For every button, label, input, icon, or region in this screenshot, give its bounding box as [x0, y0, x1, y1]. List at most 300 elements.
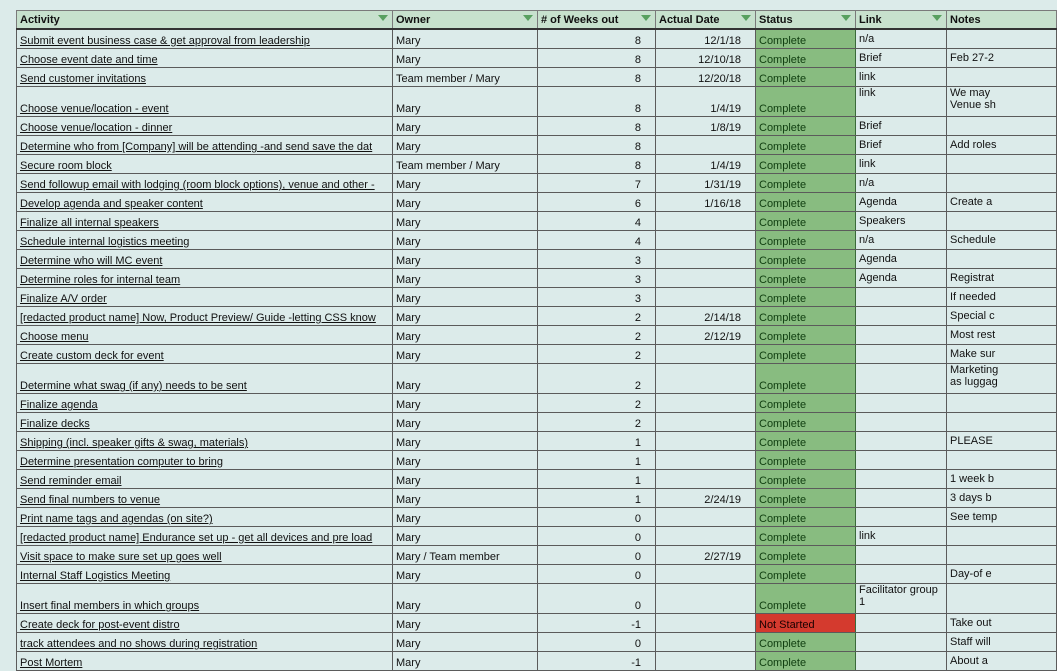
cell-weeks-out[interactable]	[538, 68, 656, 87]
cell-notes[interactable]	[947, 508, 1057, 527]
cell-link[interactable]	[856, 193, 947, 212]
cell-activity[interactable]	[17, 527, 393, 546]
cell-weeks-out[interactable]	[538, 652, 656, 671]
cell-status[interactable]	[756, 652, 856, 671]
cell-owner[interactable]	[393, 212, 538, 231]
table-row	[17, 87, 1057, 117]
cell-weeks-out[interactable]	[538, 231, 656, 250]
cell-weeks-out-text: 1	[634, 475, 641, 487]
cell-status[interactable]	[756, 307, 856, 326]
cell-link[interactable]	[856, 489, 947, 508]
cell-link[interactable]	[856, 307, 947, 326]
cell-activity[interactable]	[17, 193, 393, 212]
cell-status[interactable]	[756, 288, 856, 307]
cell-weeks-out[interactable]	[538, 413, 656, 432]
cell-actual-date[interactable]	[656, 231, 756, 250]
header-weeks-out[interactable]	[538, 11, 656, 30]
cell-owner[interactable]	[393, 527, 538, 546]
cell-status-text: Complete	[759, 418, 807, 430]
cell-notes[interactable]	[947, 250, 1057, 269]
table-row	[17, 250, 1057, 269]
cell-weeks-out[interactable]	[538, 364, 656, 394]
spreadsheet-grid[interactable]	[16, 10, 1000, 669]
cell-notes[interactable]	[947, 212, 1057, 231]
cell-actual-date[interactable]	[656, 633, 756, 652]
cell-activity-text: Send customer invitations	[20, 73, 146, 85]
cell-status[interactable]	[756, 231, 856, 250]
cell-link[interactable]	[856, 652, 947, 671]
cell-activity-text: Create deck for post-event distro	[20, 619, 180, 631]
filter-arrow-icon[interactable]	[932, 15, 942, 21]
cell-status[interactable]	[756, 136, 856, 155]
cell-notes[interactable]	[947, 432, 1057, 451]
task-table	[16, 10, 1057, 671]
cell-owner[interactable]	[393, 584, 538, 614]
cell-owner-text: Mary	[396, 274, 421, 286]
header-link[interactable]	[856, 11, 947, 30]
cell-activity-text: Send followup email with lodging (room block options), venue and other -	[20, 179, 375, 191]
cell-link[interactable]	[856, 394, 947, 413]
cell-status[interactable]	[756, 364, 856, 394]
cell-weeks-out[interactable]	[538, 155, 656, 174]
cell-link[interactable]	[856, 288, 947, 307]
cell-notes[interactable]	[947, 413, 1057, 432]
cell-status[interactable]	[756, 174, 856, 193]
cell-owner[interactable]	[393, 326, 538, 345]
cell-status[interactable]	[756, 413, 856, 432]
cell-owner-text: Mary	[396, 198, 421, 210]
cell-activity[interactable]	[17, 565, 393, 584]
cell-actual-date[interactable]	[656, 174, 756, 193]
cell-notes[interactable]	[947, 451, 1057, 470]
cell-actual-date-text: 1/31/19	[704, 179, 741, 191]
cell-actual-date[interactable]	[656, 87, 756, 117]
cell-owner[interactable]	[393, 250, 538, 269]
cell-owner[interactable]	[393, 117, 538, 136]
cell-owner-text: Mary	[396, 255, 421, 267]
cell-owner[interactable]	[393, 470, 538, 489]
cell-actual-date[interactable]	[656, 155, 756, 174]
header-label: Link	[859, 13, 882, 26]
cell-weeks-out[interactable]	[538, 584, 656, 614]
cell-actual-date[interactable]	[656, 117, 756, 136]
cell-actual-date[interactable]	[656, 364, 756, 394]
cell-link[interactable]	[856, 451, 947, 470]
cell-status[interactable]	[756, 87, 856, 117]
cell-notes-text: Schedule	[950, 233, 996, 246]
cell-owner[interactable]	[393, 652, 538, 671]
cell-owner[interactable]	[393, 231, 538, 250]
cell-status-text: Not Started	[759, 619, 815, 631]
cell-weeks-out[interactable]	[538, 345, 656, 364]
cell-weeks-out[interactable]	[538, 614, 656, 633]
cell-status-text: Complete	[759, 274, 807, 286]
cell-status[interactable]	[756, 68, 856, 87]
cell-status[interactable]	[756, 432, 856, 451]
cell-owner[interactable]	[393, 29, 538, 49]
filter-arrow-icon[interactable]	[841, 15, 851, 21]
cell-weeks-out[interactable]	[538, 470, 656, 489]
cell-activity[interactable]	[17, 508, 393, 527]
cell-status[interactable]	[756, 394, 856, 413]
cell-notes[interactable]	[947, 652, 1057, 671]
cell-notes-text: Most rest	[950, 328, 996, 341]
cell-link[interactable]	[856, 527, 947, 546]
cell-actual-date[interactable]	[656, 584, 756, 614]
cell-activity[interactable]	[17, 413, 393, 432]
cell-actual-date[interactable]	[656, 288, 756, 307]
cell-weeks-out[interactable]	[538, 326, 656, 345]
cell-notes[interactable]	[947, 364, 1057, 394]
cell-notes[interactable]	[947, 155, 1057, 174]
cell-notes[interactable]	[947, 307, 1057, 326]
filter-arrow-icon[interactable]	[523, 15, 533, 21]
cell-owner[interactable]	[393, 394, 538, 413]
cell-activity[interactable]	[17, 231, 393, 250]
cell-notes[interactable]	[947, 470, 1057, 489]
cell-status-text: Complete	[759, 35, 807, 47]
cell-weeks-out[interactable]	[538, 546, 656, 565]
cell-owner[interactable]	[393, 174, 538, 193]
cell-actual-date[interactable]	[656, 565, 756, 584]
header-actual-date[interactable]	[656, 11, 756, 30]
table-row	[17, 489, 1057, 508]
cell-link[interactable]	[856, 212, 947, 231]
table-row	[17, 614, 1057, 633]
cell-owner[interactable]	[393, 155, 538, 174]
cell-activity[interactable]	[17, 584, 393, 614]
cell-owner[interactable]	[393, 68, 538, 87]
cell-owner-text: Mary	[396, 638, 421, 650]
cell-notes[interactable]	[947, 117, 1057, 136]
cell-weeks-out[interactable]	[538, 136, 656, 155]
cell-activity[interactable]	[17, 174, 393, 193]
cell-notes-text: We may Venue sh	[950, 87, 996, 111]
cell-weeks-out[interactable]	[538, 250, 656, 269]
cell-notes-text: If needed	[950, 290, 996, 303]
cell-activity[interactable]	[17, 307, 393, 326]
cell-activity[interactable]	[17, 212, 393, 231]
cell-weeks-out[interactable]	[538, 633, 656, 652]
cell-activity[interactable]	[17, 432, 393, 451]
cell-actual-date[interactable]	[656, 250, 756, 269]
cell-activity-text: Finalize all internal speakers	[20, 217, 159, 229]
cell-weeks-out-text: 8	[634, 141, 641, 153]
cell-actual-date[interactable]	[656, 451, 756, 470]
cell-link[interactable]	[856, 117, 947, 136]
cell-status[interactable]	[756, 345, 856, 364]
cell-owner[interactable]	[393, 49, 538, 68]
cell-link[interactable]	[856, 174, 947, 193]
cell-link[interactable]	[856, 136, 947, 155]
cell-status[interactable]	[756, 193, 856, 212]
cell-weeks-out[interactable]	[538, 508, 656, 527]
cell-activity[interactable]	[17, 155, 393, 174]
cell-weeks-out[interactable]	[538, 117, 656, 136]
cell-status[interactable]	[756, 470, 856, 489]
cell-status[interactable]	[756, 117, 856, 136]
cell-notes[interactable]	[947, 565, 1057, 584]
cell-activity[interactable]	[17, 614, 393, 633]
cell-link[interactable]	[856, 470, 947, 489]
cell-weeks-out[interactable]	[538, 432, 656, 451]
cell-actual-date[interactable]	[656, 326, 756, 345]
cell-activity[interactable]	[17, 394, 393, 413]
header-activity[interactable]	[17, 11, 393, 30]
cell-link[interactable]	[856, 345, 947, 364]
header-notes[interactable]	[947, 11, 1057, 30]
cell-status[interactable]	[756, 565, 856, 584]
cell-link[interactable]	[856, 508, 947, 527]
cell-owner[interactable]	[393, 413, 538, 432]
cell-weeks-out[interactable]	[538, 29, 656, 49]
table-row	[17, 117, 1057, 136]
cell-weeks-out[interactable]	[538, 565, 656, 584]
cell-status[interactable]	[756, 527, 856, 546]
cell-notes[interactable]	[947, 614, 1057, 633]
cell-status[interactable]	[756, 326, 856, 345]
header-label: Status	[759, 13, 793, 26]
cell-activity[interactable]	[17, 451, 393, 470]
cell-link[interactable]	[856, 432, 947, 451]
header-label: Owner	[396, 13, 431, 26]
cell-link[interactable]	[856, 231, 947, 250]
cell-owner[interactable]	[393, 307, 538, 326]
cell-status[interactable]	[756, 489, 856, 508]
cell-activity[interactable]	[17, 633, 393, 652]
cell-actual-date[interactable]	[656, 508, 756, 527]
cell-actual-date[interactable]	[656, 345, 756, 364]
cell-link[interactable]	[856, 565, 947, 584]
cell-link[interactable]	[856, 584, 947, 614]
cell-status[interactable]	[756, 614, 856, 633]
cell-actual-date[interactable]	[656, 432, 756, 451]
cell-link[interactable]	[856, 87, 947, 117]
cell-activity[interactable]	[17, 49, 393, 68]
table-row	[17, 269, 1057, 288]
cell-link[interactable]	[856, 633, 947, 652]
cell-link[interactable]	[856, 269, 947, 288]
cell-actual-date[interactable]	[656, 136, 756, 155]
cell-weeks-out[interactable]	[538, 49, 656, 68]
cell-activity[interactable]	[17, 136, 393, 155]
cell-status-text: Complete	[759, 255, 807, 267]
cell-link[interactable]	[856, 413, 947, 432]
cell-owner-text: Mary	[396, 350, 421, 362]
cell-weeks-out[interactable]	[538, 288, 656, 307]
cell-notes[interactable]	[947, 87, 1057, 117]
cell-weeks-out[interactable]	[538, 527, 656, 546]
filter-arrow-icon[interactable]	[641, 15, 651, 21]
cell-activity[interactable]	[17, 326, 393, 345]
cell-link[interactable]	[856, 614, 947, 633]
cell-weeks-out[interactable]	[538, 212, 656, 231]
cell-weeks-out-text: -1	[631, 657, 641, 669]
table-row	[17, 231, 1057, 250]
cell-activity[interactable]	[17, 117, 393, 136]
cell-notes[interactable]	[947, 546, 1057, 565]
cell-status[interactable]	[756, 250, 856, 269]
cell-actual-date-text: 2/27/19	[704, 551, 741, 563]
cell-activity[interactable]	[17, 470, 393, 489]
cell-owner-text: Mary	[396, 619, 421, 631]
cell-actual-date[interactable]	[656, 212, 756, 231]
cell-owner-text: Mary	[396, 657, 421, 669]
cell-actual-date[interactable]	[656, 68, 756, 87]
cell-actual-date[interactable]	[656, 269, 756, 288]
cell-link[interactable]	[856, 326, 947, 345]
cell-actual-date[interactable]	[656, 652, 756, 671]
cell-actual-date[interactable]	[656, 394, 756, 413]
cell-weeks-out-text: 6	[634, 198, 641, 210]
cell-status[interactable]	[756, 269, 856, 288]
cell-notes[interactable]	[947, 193, 1057, 212]
header-label: Actual Date	[659, 13, 720, 26]
cell-link[interactable]	[856, 546, 947, 565]
table-row	[17, 68, 1057, 87]
filter-arrow-icon[interactable]	[378, 15, 388, 21]
cell-owner-text: Mary	[396, 141, 421, 153]
cell-activity-text: Send final numbers to venue	[20, 494, 161, 506]
cell-activity-text: Choose venue/location - event	[20, 103, 169, 115]
cell-notes[interactable]	[947, 489, 1057, 508]
cell-link[interactable]	[856, 155, 947, 174]
cell-activity[interactable]	[17, 269, 393, 288]
cell-owner[interactable]	[393, 432, 538, 451]
cell-actual-date[interactable]	[656, 193, 756, 212]
table-row	[17, 155, 1057, 174]
cell-status[interactable]	[756, 546, 856, 565]
cell-notes[interactable]	[947, 345, 1057, 364]
header-owner[interactable]	[393, 11, 538, 30]
cell-activity[interactable]	[17, 29, 393, 49]
cell-status[interactable]	[756, 155, 856, 174]
cell-owner[interactable]	[393, 633, 538, 652]
cell-owner[interactable]	[393, 546, 538, 565]
cell-status[interactable]	[756, 584, 856, 614]
cell-notes[interactable]	[947, 527, 1057, 546]
cell-weeks-out[interactable]	[538, 193, 656, 212]
cell-owner[interactable]	[393, 489, 538, 508]
cell-weeks-out-text: 1	[634, 494, 641, 506]
cell-owner[interactable]	[393, 451, 538, 470]
cell-activity-text: Choose venue/location - dinner	[20, 122, 173, 134]
cell-notes[interactable]	[947, 49, 1057, 68]
cell-notes[interactable]	[947, 68, 1057, 87]
cell-activity[interactable]	[17, 87, 393, 117]
cell-actual-date[interactable]	[656, 527, 756, 546]
cell-notes[interactable]	[947, 288, 1057, 307]
cell-owner[interactable]	[393, 508, 538, 527]
cell-notes[interactable]	[947, 231, 1057, 250]
cell-notes[interactable]	[947, 174, 1057, 193]
cell-owner[interactable]	[393, 136, 538, 155]
cell-owner[interactable]	[393, 565, 538, 584]
cell-owner[interactable]	[393, 364, 538, 394]
cell-owner[interactable]	[393, 193, 538, 212]
cell-owner[interactable]	[393, 345, 538, 364]
cell-status[interactable]	[756, 49, 856, 68]
cell-weeks-out-text: 8	[634, 103, 641, 115]
cell-owner[interactable]	[393, 288, 538, 307]
cell-activity-text: Choose event date and time	[20, 54, 158, 66]
cell-status[interactable]	[756, 212, 856, 231]
cell-activity[interactable]	[17, 364, 393, 394]
cell-notes[interactable]	[947, 269, 1057, 288]
cell-actual-date[interactable]	[656, 49, 756, 68]
cell-activity-text: Secure room block	[20, 160, 112, 172]
cell-activity-text: Insert final members in which groups	[20, 600, 200, 612]
cell-link[interactable]	[856, 364, 947, 394]
cell-status[interactable]	[756, 451, 856, 470]
cell-weeks-out-text: 4	[634, 236, 641, 248]
cell-link[interactable]	[856, 68, 947, 87]
cell-actual-date[interactable]	[656, 489, 756, 508]
cell-actual-date[interactable]	[656, 470, 756, 489]
cell-weeks-out[interactable]	[538, 87, 656, 117]
cell-weeks-out[interactable]	[538, 174, 656, 193]
table-row	[17, 364, 1057, 394]
cell-notes[interactable]	[947, 136, 1057, 155]
cell-activity[interactable]	[17, 288, 393, 307]
cell-notes[interactable]	[947, 29, 1057, 49]
cell-activity[interactable]	[17, 68, 393, 87]
cell-activity[interactable]	[17, 345, 393, 364]
cell-actual-date[interactable]	[656, 546, 756, 565]
cell-weeks-out-text: 2	[634, 380, 641, 392]
cell-weeks-out[interactable]	[538, 394, 656, 413]
cell-status-text: Complete	[759, 160, 807, 172]
cell-notes[interactable]	[947, 326, 1057, 345]
cell-actual-date[interactable]	[656, 29, 756, 49]
cell-weeks-out[interactable]	[538, 269, 656, 288]
cell-owner[interactable]	[393, 269, 538, 288]
cell-status[interactable]	[756, 633, 856, 652]
cell-weeks-out[interactable]	[538, 307, 656, 326]
cell-notes[interactable]	[947, 584, 1057, 614]
cell-weeks-out-text: 8	[634, 54, 641, 66]
cell-status-text: Complete	[759, 475, 807, 487]
cell-status[interactable]	[756, 508, 856, 527]
cell-owner-text: Team member / Mary	[396, 160, 500, 172]
cell-notes-text: Feb 27-2	[950, 51, 995, 64]
cell-activity[interactable]	[17, 250, 393, 269]
cell-status[interactable]	[756, 29, 856, 49]
cell-owner[interactable]	[393, 87, 538, 117]
filter-arrow-icon[interactable]	[741, 15, 751, 21]
cell-owner[interactable]	[393, 614, 538, 633]
cell-notes[interactable]	[947, 633, 1057, 652]
cell-actual-date[interactable]	[656, 614, 756, 633]
cell-activity[interactable]	[17, 652, 393, 671]
cell-link[interactable]	[856, 49, 947, 68]
cell-actual-date[interactable]	[656, 413, 756, 432]
cell-notes[interactable]	[947, 394, 1057, 413]
cell-weeks-out-text: 3	[634, 274, 641, 286]
cell-actual-date[interactable]	[656, 307, 756, 326]
table-row	[17, 326, 1057, 345]
cell-activity[interactable]	[17, 546, 393, 565]
cell-status-text: Complete	[759, 217, 807, 229]
cell-weeks-out[interactable]	[538, 451, 656, 470]
cell-weeks-out-text: 0	[634, 600, 641, 612]
cell-weeks-out-text: 2	[634, 312, 641, 324]
cell-weeks-out[interactable]	[538, 489, 656, 508]
header-status[interactable]	[756, 11, 856, 30]
cell-activity[interactable]	[17, 489, 393, 508]
cell-link[interactable]	[856, 250, 947, 269]
cell-link[interactable]	[856, 29, 947, 49]
